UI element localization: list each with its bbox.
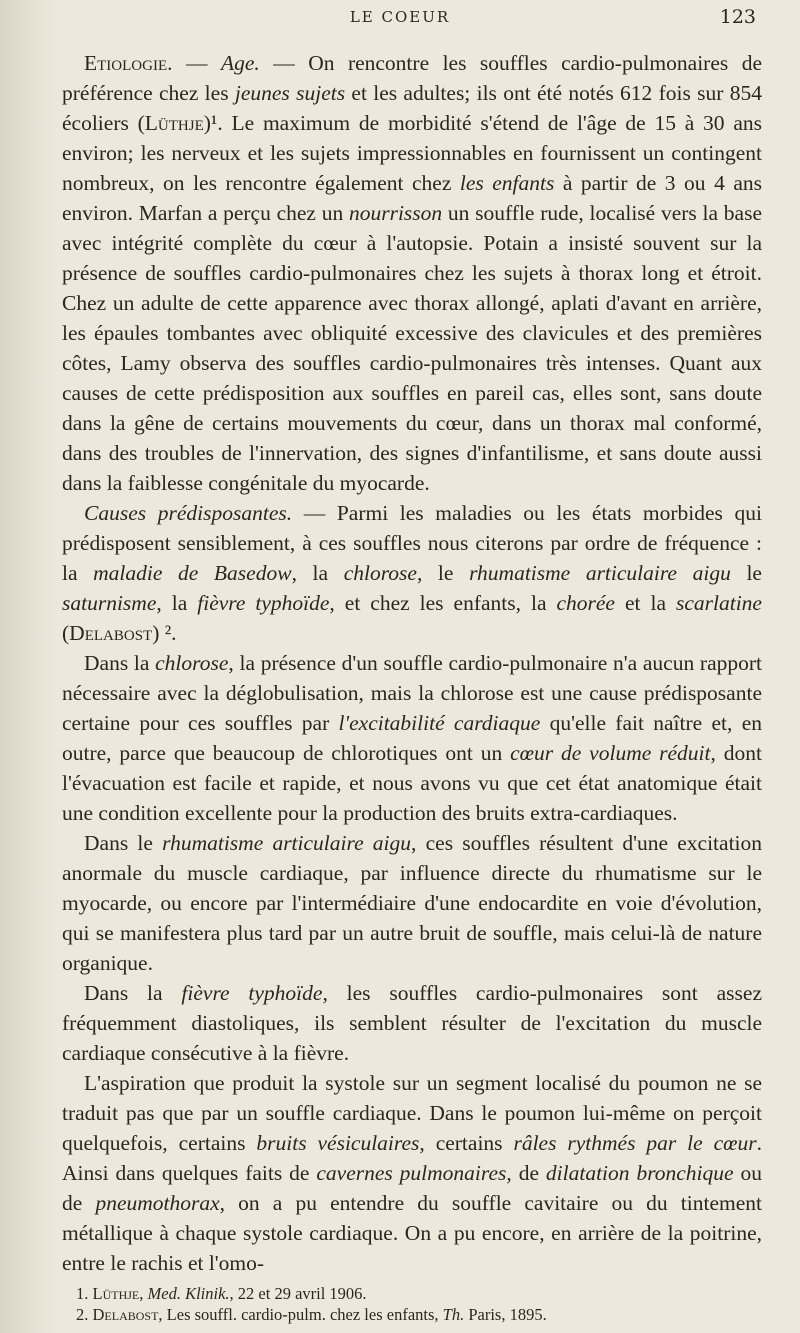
text-run: , la (156, 591, 198, 615)
text-run: . Ainsi dans quelques faits de (62, 1131, 762, 1185)
text-run: — On rencontre les souffles cardio-pulmonaires de préférence chez les (62, 51, 763, 105)
text-run: et la (614, 591, 676, 615)
italic-term: rhumatisme articulaire aigu (469, 561, 731, 585)
text-run: , certains (419, 1131, 514, 1155)
italic-term: fièvre typhoïde (197, 591, 330, 615)
text-run: , la présence d'un souffle cardio-pulmonaire n'a aucun rapport nécessaire avec la déglobulisation, mais la chlorose est une cause prédisposante certaine pour ces souffles par (62, 651, 762, 735)
paragraph-typhoide (62, 978, 762, 1068)
italic-term: les enfants (459, 171, 555, 195)
italic-term: pneumothorax (95, 1191, 220, 1215)
italic-term: bruits vésiculaires (256, 1131, 420, 1155)
footnote-2 (76, 1304, 762, 1325)
italic-term: l'excitabilité cardiaque (338, 711, 541, 735)
author-name: Delabost (69, 621, 153, 645)
italic-term: nourrisson (348, 201, 443, 225)
text-run: Dans la (84, 651, 156, 675)
subsection-label: Causes prédisposantes. (84, 501, 293, 525)
text-run: , Les souffl. cardio-pulm. chez les enfants, (158, 1305, 443, 1324)
running-title: LE COEUR (349, 8, 451, 26)
journal-title: Med. Klinik. (147, 1284, 230, 1303)
text-run: — (172, 51, 221, 75)
paragraph-aspiration (62, 1068, 762, 1278)
author-name: Lüthje (92, 1284, 140, 1303)
text-run: , le (416, 561, 470, 585)
italic-term: saturnisme (62, 591, 157, 615)
italic-term: cavernes pulmonaires (316, 1161, 507, 1185)
italic-term: jeunes sujets (234, 81, 346, 105)
body-text (62, 48, 762, 1278)
text-run: , 22 et 29 avril 1906. (229, 1284, 367, 1303)
text-run: , de (506, 1161, 546, 1185)
text-run: , la (291, 561, 344, 585)
italic-term: dilatation bronchique (545, 1161, 734, 1185)
italic-term: chlorose (155, 651, 229, 675)
subsection-label: Age. (220, 51, 260, 75)
italic-term: maladie de Basedow (93, 561, 292, 585)
text-run: , et chez les enfants, la (329, 591, 557, 615)
text-run: un souffle rude, localisé vers la base avec intégrité complète du cœur à l'autopsie. Potain a insisté souvent sur la présence de souffles cardio-pulmonaires chez les sujets à thorax long et étroit. Chez un adulte de cette apparence avec thorax allongé, aplati d'avant en arrière, les épaules tombantes avec obliquité excessive des clavicules et des premières côtes, Lamy observa des souffles cardio-pulmonaires très intenses. Quant aux causes de cette prédisposition aux souffles en pareil cas, elles sont, sans doute dans la gêne de certains mouvements du cœur, dans un thorax mal conformé, dans des troubles de l'innervation, des signes d'infantilisme, et sans doute aussi dans la faiblesse congénitale du myocarde. (62, 201, 762, 495)
paragraph-causes (62, 498, 762, 648)
text-run: , dont l'évacuation est facile et rapide, et nous avons vu que cet état anatomique était une condition excellente pour la production des bruits extra-cardiaques. (62, 741, 762, 825)
page-edge-shadow (0, 0, 58, 1333)
text-run: Dans le (84, 831, 163, 855)
text-run: , les souffles cardio-pulmonaires sont assez fréquemment diastoliques, ils semblent résulter de l'excitation du muscle cardiaque consécutive à la fièvre. (62, 981, 762, 1065)
text-run: ) ². (152, 621, 177, 645)
text-run: à partir de 3 ou 4 ans environ. Marfan a perçu chez un (62, 171, 762, 225)
text-run: le (730, 561, 762, 585)
author-name: Delabost (92, 1305, 159, 1324)
footnote-1: 1. Lüthje, Med. Klinik., 22 et 29 avril 1906. (76, 1284, 367, 1303)
footnotes (62, 1283, 762, 1325)
italic-term: fièvre typhoïde (181, 981, 323, 1005)
paragraph-etiologie (62, 48, 762, 498)
paragraph-chlorose (62, 648, 762, 828)
footnote-number: 2. (76, 1305, 89, 1324)
text-run: , on a pu entendre du souffle cavitaire ou du tintement métallique à chaque systole cardiaque. On a pu encore, en arrière de la poitrine, entre le rachis et l'omo- (62, 1191, 762, 1275)
text-run: )¹. Le maximum de morbidité s'étend de l'âge de 15 à 30 ans environ; les nerveux et les sujets impressionnables en fournissent un contingent nombreux, on les rencontre également chez (62, 111, 762, 195)
text-run: — Parmi les maladies ou les états morbides qui prédisposent sensiblement, à ces souffles nous citerons par ordre de fréquence : la (62, 501, 762, 585)
italic-term: Th. (442, 1305, 465, 1324)
page-number: 123 (719, 6, 756, 28)
text-run: Paris, 1895. (464, 1305, 547, 1324)
page-header (0, 8, 800, 38)
italic-term: chorée (556, 591, 615, 615)
section-label: Etiologie. (84, 51, 173, 75)
author-name: Lüthje (144, 111, 204, 135)
text-run: et les adultes; ils ont été notés 612 fois sur 854 écoliers ( (62, 81, 762, 135)
italic-term: cœur de volume réduit (510, 741, 711, 765)
text-run: Dans la (84, 981, 182, 1005)
paragraph-rhumatisme (62, 828, 762, 978)
text-run: qu'elle fait naître et, en outre, parce que beaucoup de chlorotiques ont un (62, 711, 762, 765)
text-run: L'aspiration que produit la systole sur un segment localisé du poumon ne se traduit pas que par un souffle cardiaque. Dans le poumon lui-même on perçoit quelquefois, certains (62, 1071, 762, 1155)
italic-term: rhumatisme articulaire aigu (162, 831, 412, 855)
text-run: , ces souffles résultent d'une excitation anormale du muscle cardiaque, par influence directe du rhumatisme sur le myocarde, ou encore par l'intermédiaire d'une endocardite en voie d'évolution, qui se manifestera plus tard par un autre bruit de souffle, mais celui-là de nature organique. (62, 831, 763, 975)
text-run: ou de (62, 1161, 762, 1215)
italic-term: chlorose (343, 561, 417, 585)
italic-term: scarlatine (675, 591, 762, 615)
text-run: ( (62, 621, 70, 645)
footnote-number: 1. (76, 1284, 89, 1303)
italic-term: râles rythmés par le cœur (513, 1131, 757, 1155)
